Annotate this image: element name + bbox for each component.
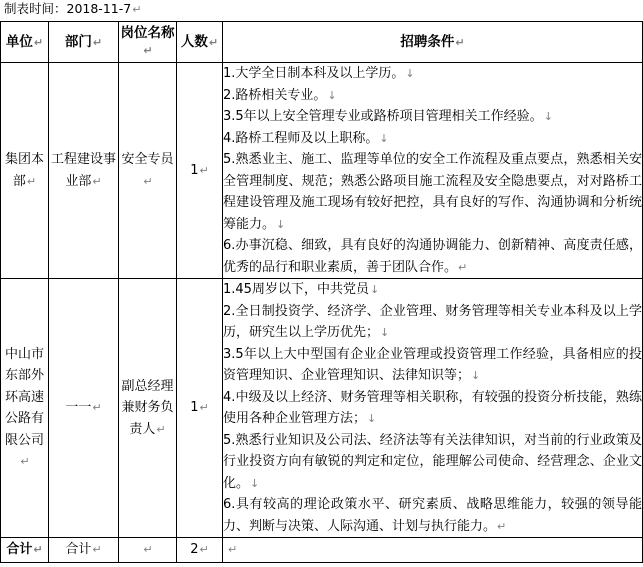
total-label: 合计↵ [1, 538, 49, 563]
requirement-item: 5.熟悉行业知识及公司法、经济法等有关法律知识，对当前的行业政策及行业投资方向有敏锐的判定和定位，能理解公司使命、经营理念、企业文化。↓ [223, 432, 642, 491]
header-dept: 部门↵ [49, 22, 119, 63]
post-cell: 安全专员↵ [119, 63, 177, 279]
requirement-item: 3.5年以上安全管理专业或路桥项目管理相关工作经验。↓ [223, 109, 553, 124]
requirement-item: 2.路桥相关专业。↓ [223, 87, 337, 103]
paragraph-mark: ↵ [132, 3, 142, 16]
requirement-item: 4.中级及以上经济、财务管理等相关职称，有较强的投资分析技能，熟练使用各种企业管理方法；↓ [223, 389, 642, 426]
table-row [1, 63, 643, 279]
header-requirements: 招聘条件↵ [223, 22, 643, 63]
requirement-item: 2.全日制投资学、经济学、企业管理、财务管理等相关专业本科及以上学历，研究生以上学历优先；↓ [223, 303, 642, 340]
requirements-cell [223, 279, 643, 538]
requirement-item: 1.45周岁以下，中共党员↓ [223, 282, 380, 297]
requirement-item: 3.5年以上大中型国有企业企业管理或投资管理工作经验，具备相应的投资管理知识、企业管理知识、法律知识等；↓ [223, 346, 642, 383]
header-row [1, 22, 643, 63]
count-cell: 1↵ [177, 63, 223, 279]
recruitment-table [0, 21, 643, 563]
made-time: 制表时间：2018-11-7↵ [4, 1, 142, 16]
table-row [1, 279, 643, 538]
total-row [1, 538, 643, 563]
dept-cell: 一一↵ [49, 279, 119, 538]
total-requirements-empty: ↵ [223, 538, 643, 563]
dept-cell: 工程建设事业部↵ [49, 63, 119, 279]
requirements-cell [223, 63, 643, 279]
total-post-empty: ↵ [119, 538, 177, 563]
total-count: 2↵ [177, 538, 223, 563]
requirement-item: 5.熟悉业主、施工、监理等单位的安全工作流程及重点要点，熟悉相关安全管理制度、规范；熟悉公路项目施工流程及安全隐患要点，对对路桥工程建设管理及施工现场有较好把控，具有良好的写作、沟通协调和分析统筹能力。↓ [223, 152, 642, 232]
post-cell: 副总经理兼财务负责人↵ [119, 279, 177, 538]
requirement-item: 1.大学全日制本科及以上学历。↓ [223, 66, 415, 81]
requirement-item: 6.具有较高的理论政策水平、研究素质、战略思维能力，较强的领导能力、判断与决策、人际沟通、计划与执行能力。↵ [223, 497, 642, 534]
unit-cell: 集团本部↵ [1, 63, 49, 279]
requirement-item: 4.路桥工程师及以上职称。↓ [223, 130, 389, 146]
requirement-item: 6.办事沉稳、细致，具有良好的沟通协调能力、创新精神、高度责任感，优秀的品行和职业素质，善于团队合作。↵ [223, 238, 642, 275]
unit-cell: 中山市东部外环高速公路有限公司↵ [1, 279, 49, 538]
total-dept: 合计↵ [49, 538, 119, 563]
header-post: 岗位名称↵ [119, 22, 177, 63]
header-count: 人数↵ [177, 22, 223, 63]
count-cell: 1↵ [177, 279, 223, 538]
header-unit: 单位↵ [1, 22, 49, 63]
